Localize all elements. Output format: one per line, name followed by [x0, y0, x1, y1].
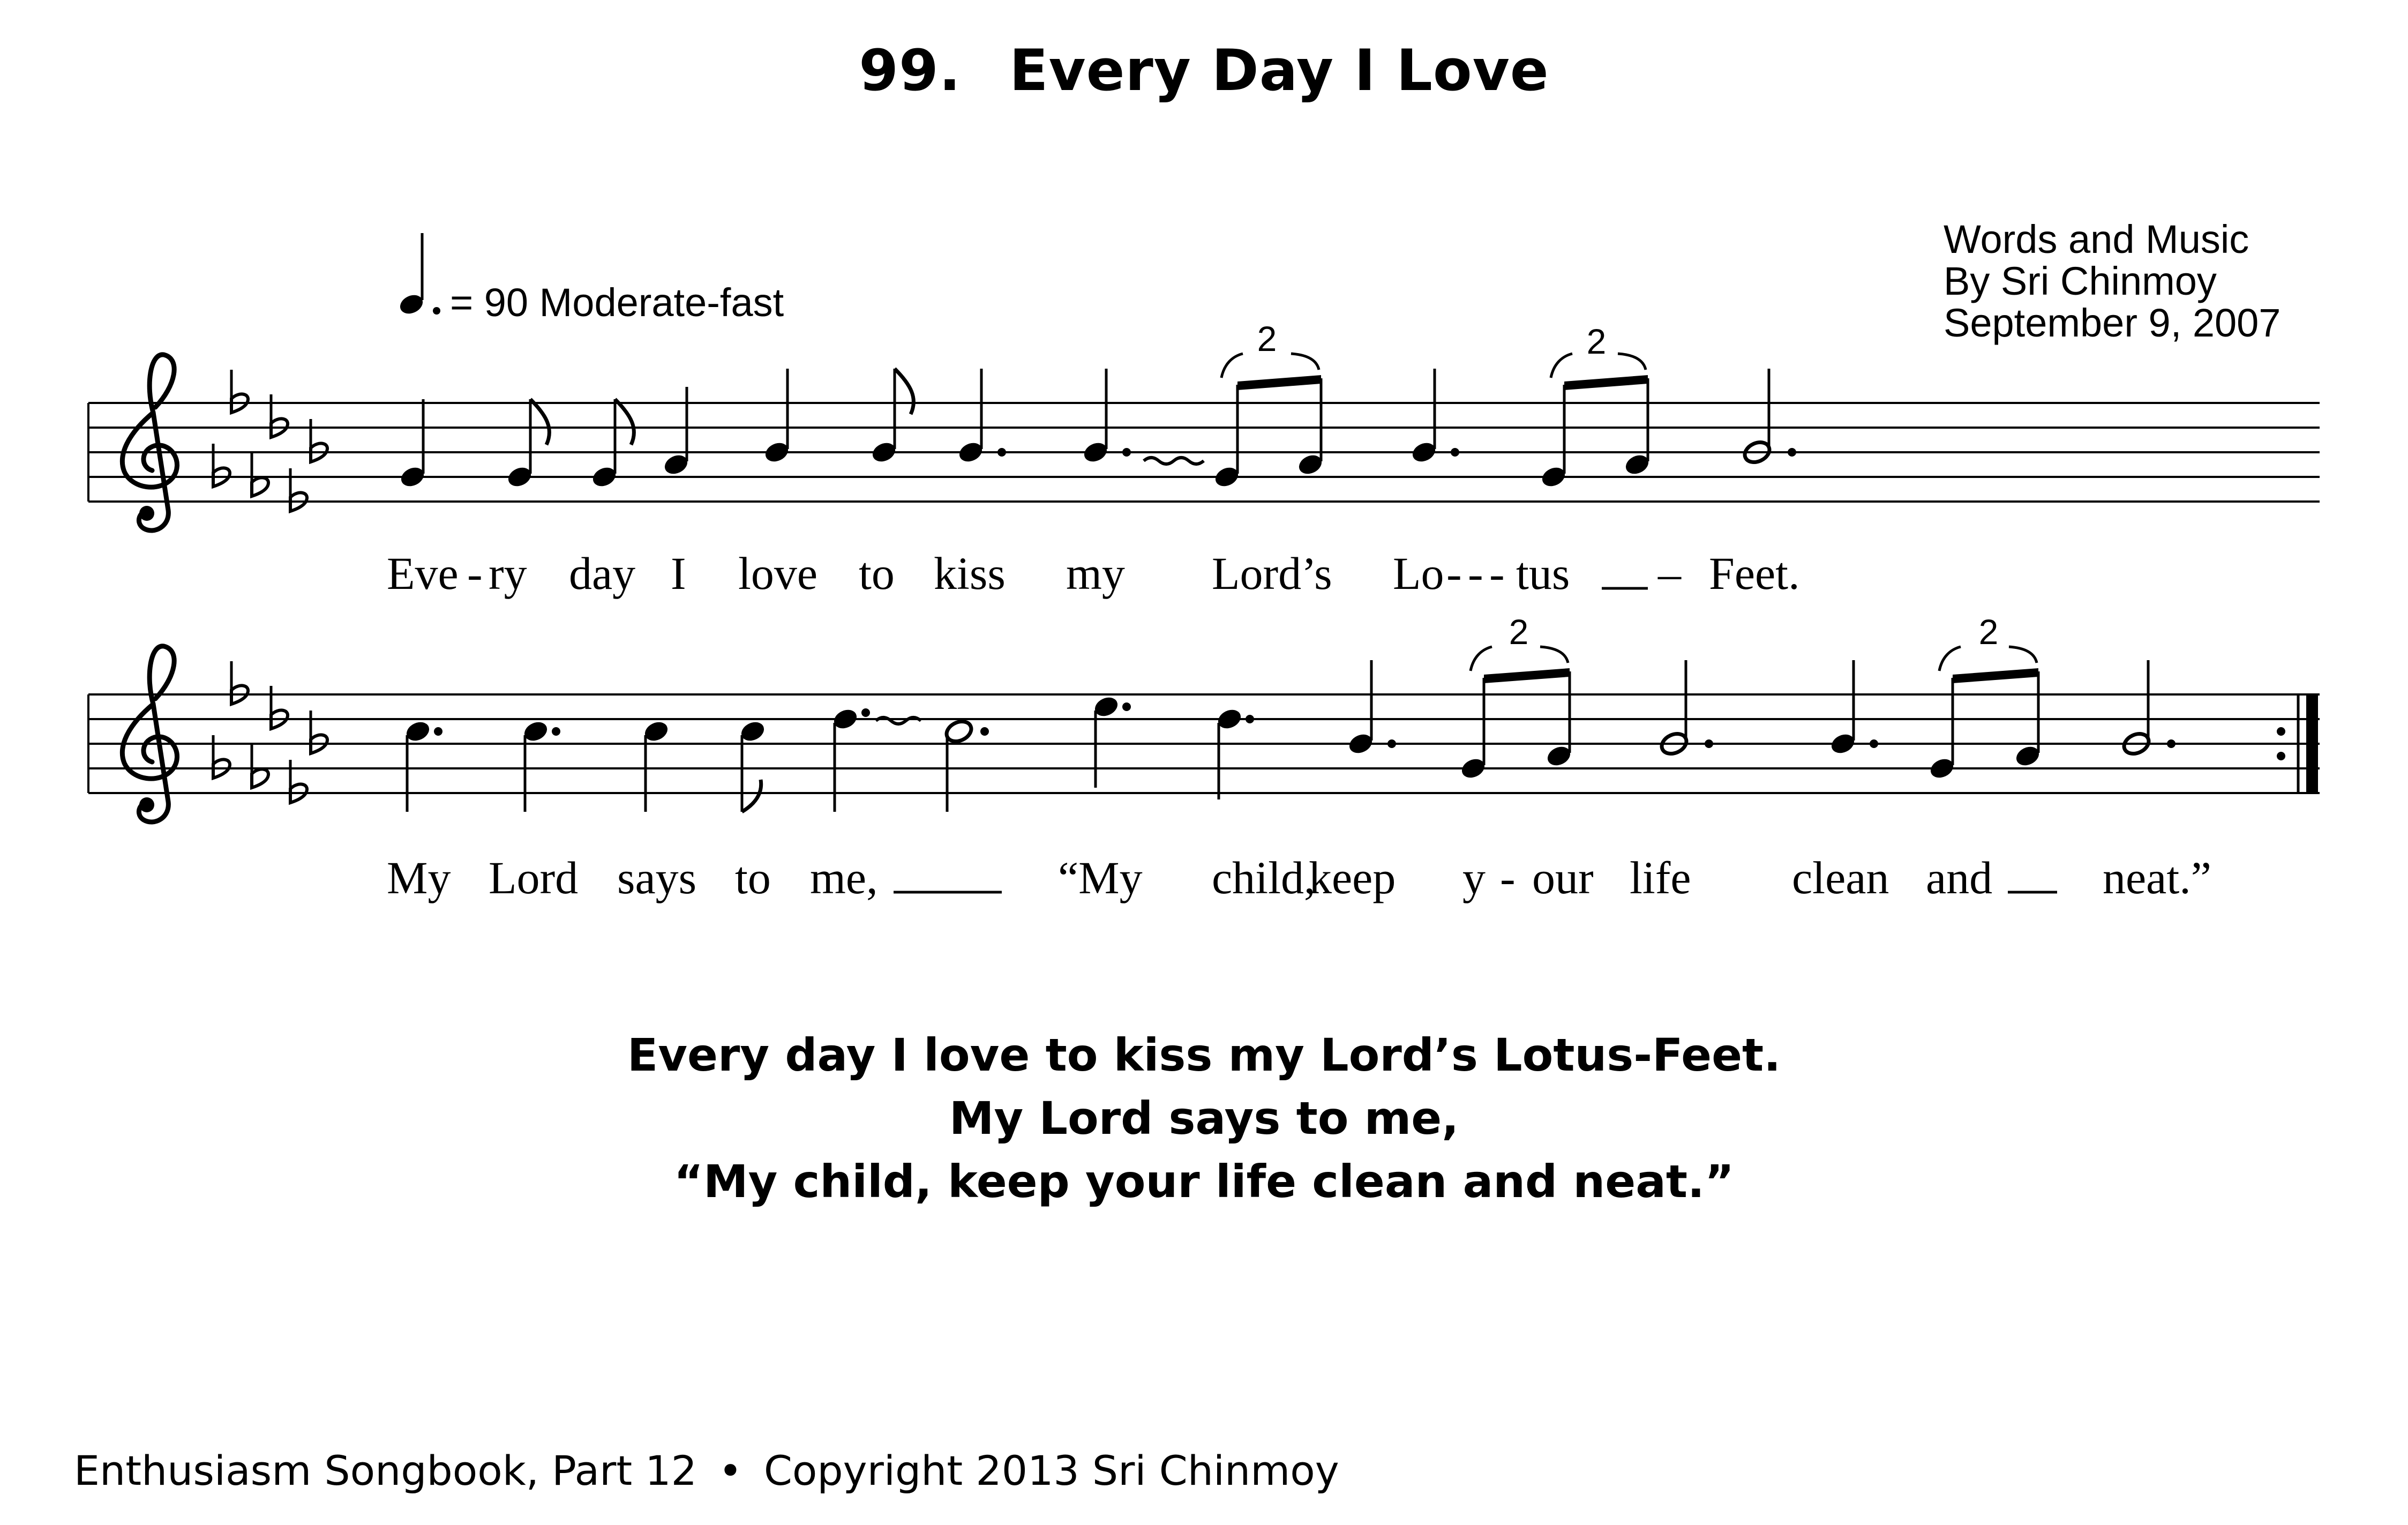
lyric-hyphen: –	[1658, 548, 1681, 599]
lyric-syllable: y	[1462, 852, 1486, 903]
credits-line-author: By Sri Chinmoy	[1944, 259, 2217, 303]
lyric-syllable: to	[859, 548, 895, 599]
lyric-syllable: child,	[1212, 852, 1316, 903]
lyric-syllable: Lo	[1393, 548, 1444, 599]
lyric-syllable: My	[387, 852, 451, 903]
lyric-hyphen: -	[467, 548, 483, 599]
poem-line-2: My Lord says to me,	[949, 1092, 1459, 1145]
poem-line-1: Every day I love to kiss my Lord’s Lotus-Feet.	[627, 1029, 1781, 1081]
lyric-syllable: day	[569, 548, 636, 599]
lyric-syllable: Eve	[387, 548, 459, 599]
song-number: 99.	[859, 38, 962, 103]
lyric-hyphen: -	[1500, 852, 1516, 903]
tuplet-label-2: 2	[1586, 322, 1607, 361]
lyric-syllable: tus	[1516, 548, 1570, 599]
staff-2-notes	[403, 647, 2318, 812]
treble-clef-icon	[122, 355, 177, 530]
lyric-syllable: neat.”	[2103, 852, 2211, 903]
poem-text	[0, 1023, 2408, 1213]
lyric-syllable: keep	[1309, 852, 1396, 903]
tuplet-label-1: 2	[1257, 319, 1277, 358]
lyric-syllable: my	[1066, 548, 1125, 599]
credits-line-date: September 9, 2007	[1944, 301, 2281, 345]
lyric-syllable: I	[671, 548, 686, 599]
lyric-syllable: Feet.	[1709, 548, 1800, 599]
tempo-marking: = 90 Moderate-fast	[450, 280, 784, 325]
lyric-syllable: Lord’s	[1212, 548, 1332, 599]
lyric-syllable: clean	[1792, 852, 1889, 903]
footer-separator: •	[718, 1447, 742, 1494]
lyric-hyphen: -	[1489, 548, 1505, 599]
footer-book: Enthusiasm Songbook, Part 12	[74, 1447, 697, 1494]
tuplet-label-4: 2	[1978, 612, 1999, 652]
lyric-syllable: love	[738, 548, 818, 599]
lyric-hyphen: -	[1468, 548, 1483, 599]
dotted-quarter-note-icon	[397, 233, 440, 317]
lyric-syllable: and	[1926, 852, 1993, 903]
footer	[74, 1447, 1339, 1494]
key-signature-flats	[213, 370, 327, 511]
song-title: Every Day I Love	[1009, 38, 1549, 103]
lyric-syllable: says	[617, 852, 697, 903]
treble-clef-icon-2	[122, 646, 177, 822]
lyric-syllable: our	[1532, 852, 1594, 903]
staff-1	[88, 233, 2320, 588]
lyric-syllable: life	[1630, 852, 1691, 903]
lyric-syllable: Lord	[489, 852, 579, 903]
credits-line-words-music: Words and Music	[1944, 217, 2249, 261]
key-signature-flats-2	[213, 661, 327, 803]
staff-2	[88, 612, 2320, 892]
poem-line-3: “My child, keep your life clean and neat.”	[673, 1155, 1735, 1208]
lyric-syllable: “My	[1058, 852, 1143, 903]
lyric-syllable: kiss	[934, 548, 1006, 599]
staff-1-notes	[398, 354, 1796, 490]
lyric-syllable: me,	[810, 852, 878, 903]
tuplet-label-3: 2	[1509, 612, 1529, 652]
footer-copyright: Copyright 2013 Sri Chinmoy	[763, 1447, 1339, 1494]
lyric-syllable: ry	[489, 548, 527, 599]
lyric-hyphen: -	[1446, 548, 1462, 599]
lyric-syllable: to	[735, 852, 771, 903]
